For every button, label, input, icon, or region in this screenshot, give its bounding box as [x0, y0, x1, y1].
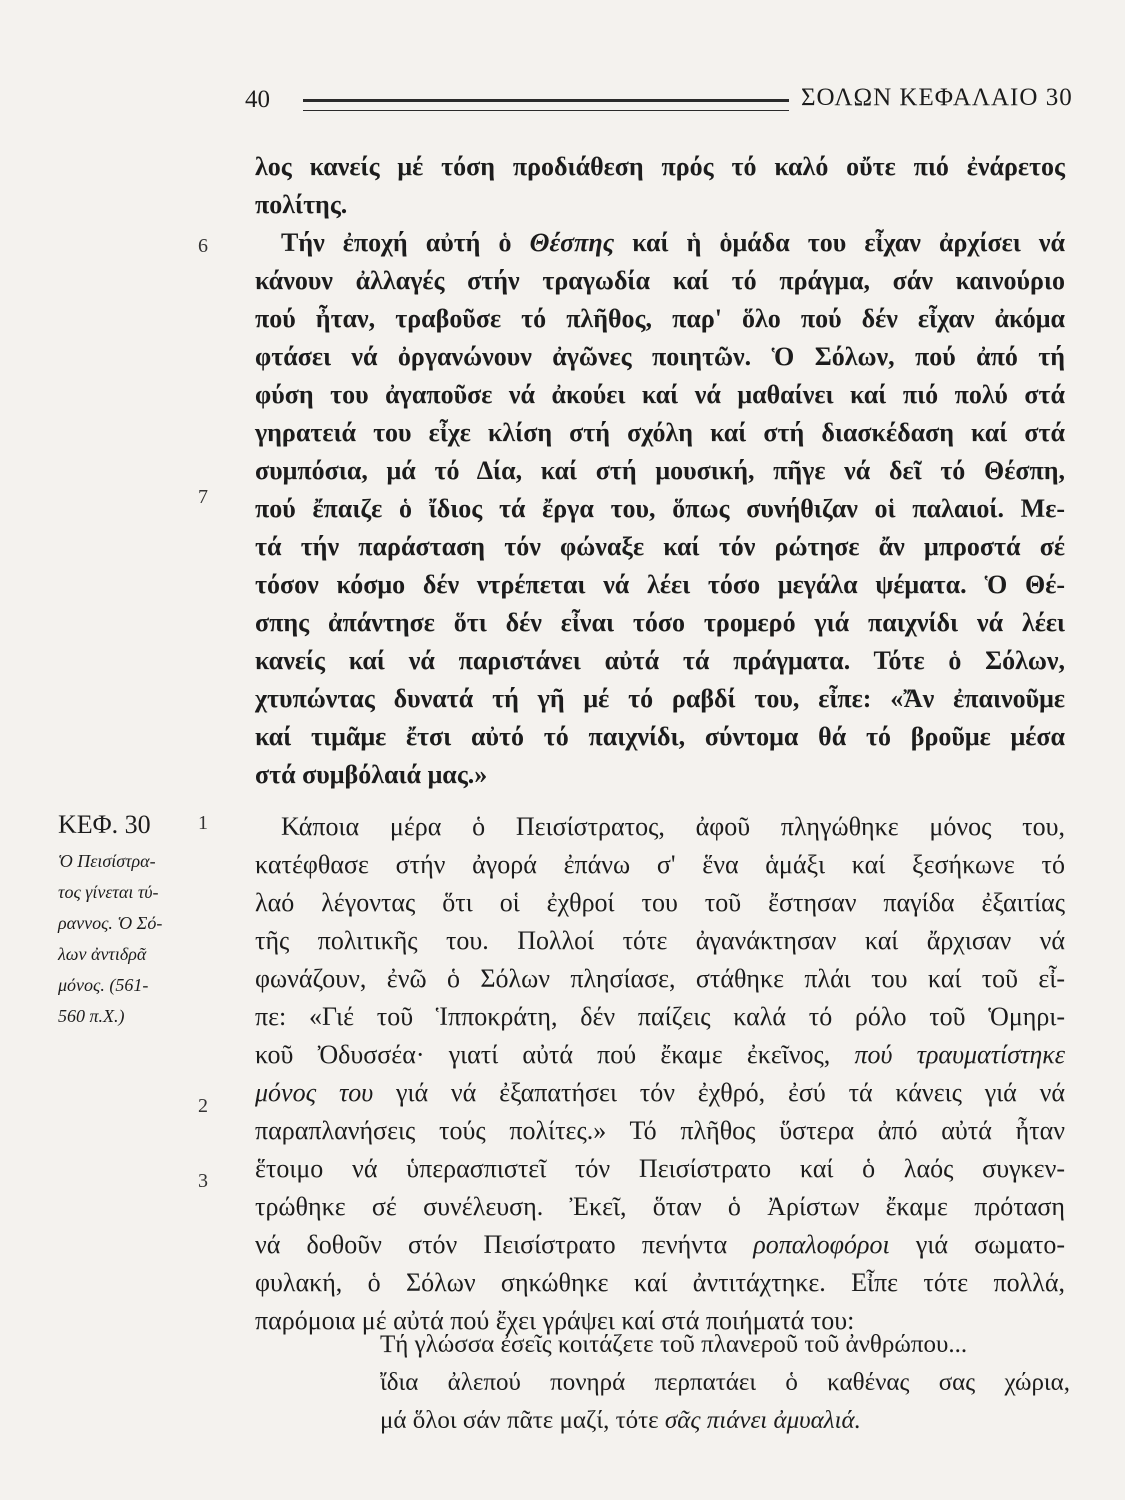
text-line: τρώθηκε σέ συνέλευση. Ἐκεῖ, ὅταν ὁ Ἀρίστων ἔκαμε πρόταση: [255, 1192, 1065, 1221]
margin-note-line: Ὁ Πεισίστρα-: [58, 851, 156, 871]
paragraph-number: 3: [198, 1170, 208, 1192]
text-line: παραπλανήσεις τούς πολίτες.» Τό πλῆθος ὕστερα ἀπό αὐτά ἦταν: [255, 1116, 1065, 1145]
text-line: φτάσει νά ὀργανώνουν ἀγῶνες ποιητῶν. Ὁ Σόλων, πού ἀπό τή: [255, 342, 1065, 371]
italic-word: ροπαλοφόροι: [753, 1230, 890, 1259]
text-run: νά δοθοῦν στόν Πεισίστρατο πενήντα: [255, 1230, 754, 1259]
paragraph-number: 7: [198, 486, 208, 508]
text-line: [281, 224, 1065, 262]
page-number: 40: [245, 86, 270, 113]
paragraph-number: 6: [198, 235, 208, 257]
text-line: ἕτοιμο νά ὑπερασπιστεῖ τόν Πεισίστρατο καί ὁ λαός συγκεν-: [255, 1154, 1065, 1183]
text-line: [255, 1074, 1065, 1112]
margin-note: [58, 810, 208, 1032]
text-line: κάνουν ἀλλαγές στήν τραγωδία καί τό πράγμα, σάν καινούριο: [255, 266, 1065, 295]
text-line: πολίτης.: [255, 190, 348, 219]
margin-note-line: ραννος. Ὁ Σό-: [58, 913, 163, 933]
text-line: καί τιμᾶμε ἔτσι αὐτό τό παιχνίδι, σύντομα θά τό βροῦμε μέσα: [255, 722, 1065, 751]
text-line: γηρατειά του εἶχε κλίση στή σχόλη καί στή διασκέδαση καί στά: [255, 418, 1065, 447]
italic-phrase: μόνος του: [255, 1078, 374, 1107]
text-line: τόσον κόσμο δέν ντρέπεται νά λέει τόσο μεγάλα ψέματα. Ὁ Θέ-: [255, 570, 1065, 599]
text-line: σπης ἀπάντησε ὅτι δέν εἶναι τόσο τρομερό γιά παιχνίδι νά λέει: [255, 608, 1065, 637]
margin-note-line: 560 π.Χ.): [58, 1006, 125, 1026]
text-line: κατέφθασε στήν ἀγορά ἐπάνω σ' ἕνα ἁμάξι καί ξεσήκωνε τό: [255, 850, 1065, 879]
text-line: φύση του ἀγαποῦσε νά ἀκούει καί νά μαθαίνει καί πιό πολύ στά: [255, 380, 1065, 409]
chapter-label: ΚΕΦ. 30: [58, 810, 151, 839]
text-run: μά ὅλοι σάν πᾶτε μαζί, τότε: [380, 1407, 665, 1434]
verse-line: Τή γλώσσα ἐσεῖς κοιτάζετε τοῦ πλανεροῦ τοῦ ἀνθρώπου...: [380, 1331, 968, 1358]
running-head: ΣΟΛΩΝ ΚΕΦΑΛΑΙΟ 30: [801, 84, 1073, 111]
paragraph-number: 2: [198, 1095, 208, 1117]
text-run: κοῦ Ὀδυσσέα· γιατί αὐτά πού ἔκαμε ἐκεῖνος,: [255, 1040, 855, 1069]
text-run: καί ἡ ὁμάδα του εἶχαν ἀρχίσει νά: [614, 228, 1065, 257]
text-line: [255, 1226, 1065, 1264]
text-line: συμπόσια, μά τό Δία, καί στή μουσική, πῆγε νά δεῖ τό Θέσπη,: [255, 456, 1065, 485]
text-line: [255, 1036, 1065, 1074]
text-line: πού ἔπαιζε ὁ ἴδιος τά ἔργα του, ὅπως συνήθιζαν οἱ παλαιοί. Με-: [255, 494, 1065, 523]
name-thespis: Θέσπης: [529, 228, 615, 257]
text-line: παρόμοια μέ αὐτά πού ἔχει γράψει καί στά ποιήματά του:: [255, 1306, 855, 1335]
text-run: γιά νά ἐξαπατήσει τόν ἐχθρό, ἐσύ τά κάνεις γιά νά: [373, 1078, 1065, 1107]
text-line: στά συμβόλαιά μας.»: [255, 760, 488, 789]
header-rule: [303, 99, 789, 111]
margin-note-line: τος γίνεται τύ-: [58, 882, 159, 902]
text-line: φωνάζουν, ἐνῶ ὁ Σόλων πλησίασε, στάθηκε πλάι του καί τοῦ εἶ-: [255, 964, 1065, 993]
text-line: χτυπώντας δυνατά τή γῆ μέ τό ραβδί του, εἶπε: «Ἄν ἐπαινοῦμε: [255, 684, 1065, 713]
text-line: πού ἦταν, τραβοῦσε τό πλῆθος, παρ' ὅλο πού δέν εἶχαν ἀκόμα: [255, 304, 1065, 333]
text-line: λαό λέγοντας ὅτι οἱ ἐχθροί του τοῦ ἔστησαν παγίδα ἐξαιτίας: [255, 888, 1065, 917]
italic-phrase: σᾶς πιάνει ἀμυαλιά.: [664, 1407, 861, 1434]
italic-phrase: πού τραυματίστηκε: [854, 1040, 1065, 1069]
text-line: τῆς πολιτικῆς του. Πολλοί τότε ἀγανάκτησαν καί ἄρχισαν νά: [255, 926, 1065, 955]
paragraph-number: 1: [198, 812, 208, 834]
text-line: λος κανείς μέ τόση προδιάθεση πρός τό καλό οὔτε πιό ἐνάρετος: [255, 152, 1065, 181]
margin-note-line: μόνος. (561-: [58, 975, 149, 995]
text-line: πε: «Γιέ τοῦ Ἱπποκράτη, δέν παίζεις καλά τό ρόλο τοῦ Ὁμηρι-: [255, 1002, 1065, 1031]
margin-note-line: λων ἀντιδρᾶ: [58, 944, 147, 964]
text-line: φυλακή, ὁ Σόλων σηκώθηκε καί ἀντιτάχτηκε. Εἶπε τότε πολλά,: [255, 1268, 1065, 1297]
text-line: κανείς καί νά παριστάνει αὐτά τά πράγματα. Τότε ὁ Σόλων,: [255, 646, 1065, 675]
verse-line: ἴδια ἀλεπού πονηρά περπατάει ὁ καθένας σας χώρια,: [380, 1369, 1070, 1396]
text-run: Τήν ἐποχή αὐτή ὁ: [281, 228, 530, 257]
text-run: γιά σωματο-: [889, 1230, 1066, 1259]
verse-line: [380, 1402, 861, 1440]
text-line: Κάποια μέρα ὁ Πεισίστρατος, ἀφοῦ πληγώθηκε μόνος του,: [281, 812, 1065, 841]
text-line: τά τήν παράσταση τόν φώναξε καί τόν ρώτησε ἄν μπροστά σέ: [255, 532, 1065, 561]
page-header: [245, 78, 1073, 118]
